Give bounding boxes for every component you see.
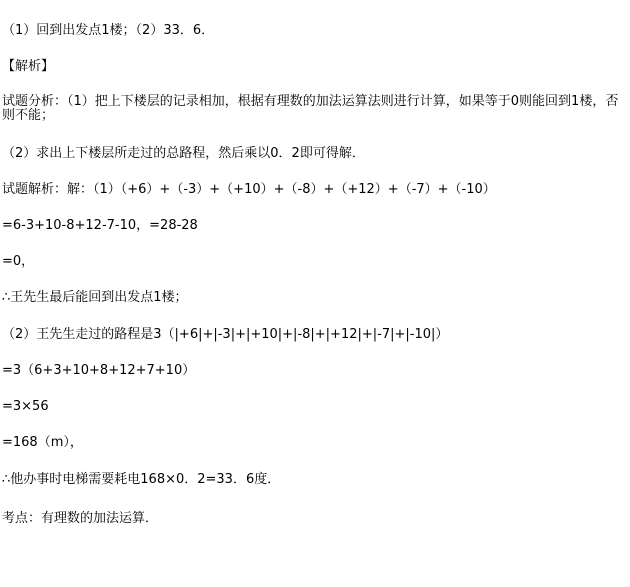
- solution-line-2: =6-3+10-8+12-7-10，=28-28: [2, 218, 198, 233]
- solution-line-5: （2）王先生走过的路程是3（|+6|+|-3|+|+10|+|-8|+|+12|+|-7|+|-10|）: [2, 327, 449, 342]
- answer-line: （1）回到出发点1楼；（2）33．6．: [2, 23, 215, 38]
- solution-line-8: =168（m），: [2, 435, 83, 450]
- topic-line: 考点：有理数的加法运算．: [2, 511, 159, 526]
- solution-line-7: =3×56: [2, 399, 49, 414]
- analysis-header: 【解析】: [2, 59, 55, 74]
- solution-line-4: ∴王先生最后能回到出发点1楼；: [2, 290, 188, 305]
- solution-line-3: =0，: [2, 254, 35, 269]
- solution-line-6: =3（6+3+10+8+12+7+10）: [2, 363, 196, 378]
- analysis-text: 试题分析：（1）把上下楼层的记录相加，根据有理数的加法运算法则进行计算，如果等于0则能回到1楼，否则不能；: [2, 94, 619, 123]
- solution-line-9: ∴他办事时电梯需要耗电168×0．2=33．6度．: [2, 472, 281, 487]
- solution-line-1: 试题解析：解：（1）（+6）+（-3）+（+10）+（-8）+（+12）+（-7）+（-10）: [2, 182, 496, 197]
- analysis-part2: （2）求出上下楼层所走过的总路程，然后乘以0．2即可得解．: [2, 146, 365, 161]
